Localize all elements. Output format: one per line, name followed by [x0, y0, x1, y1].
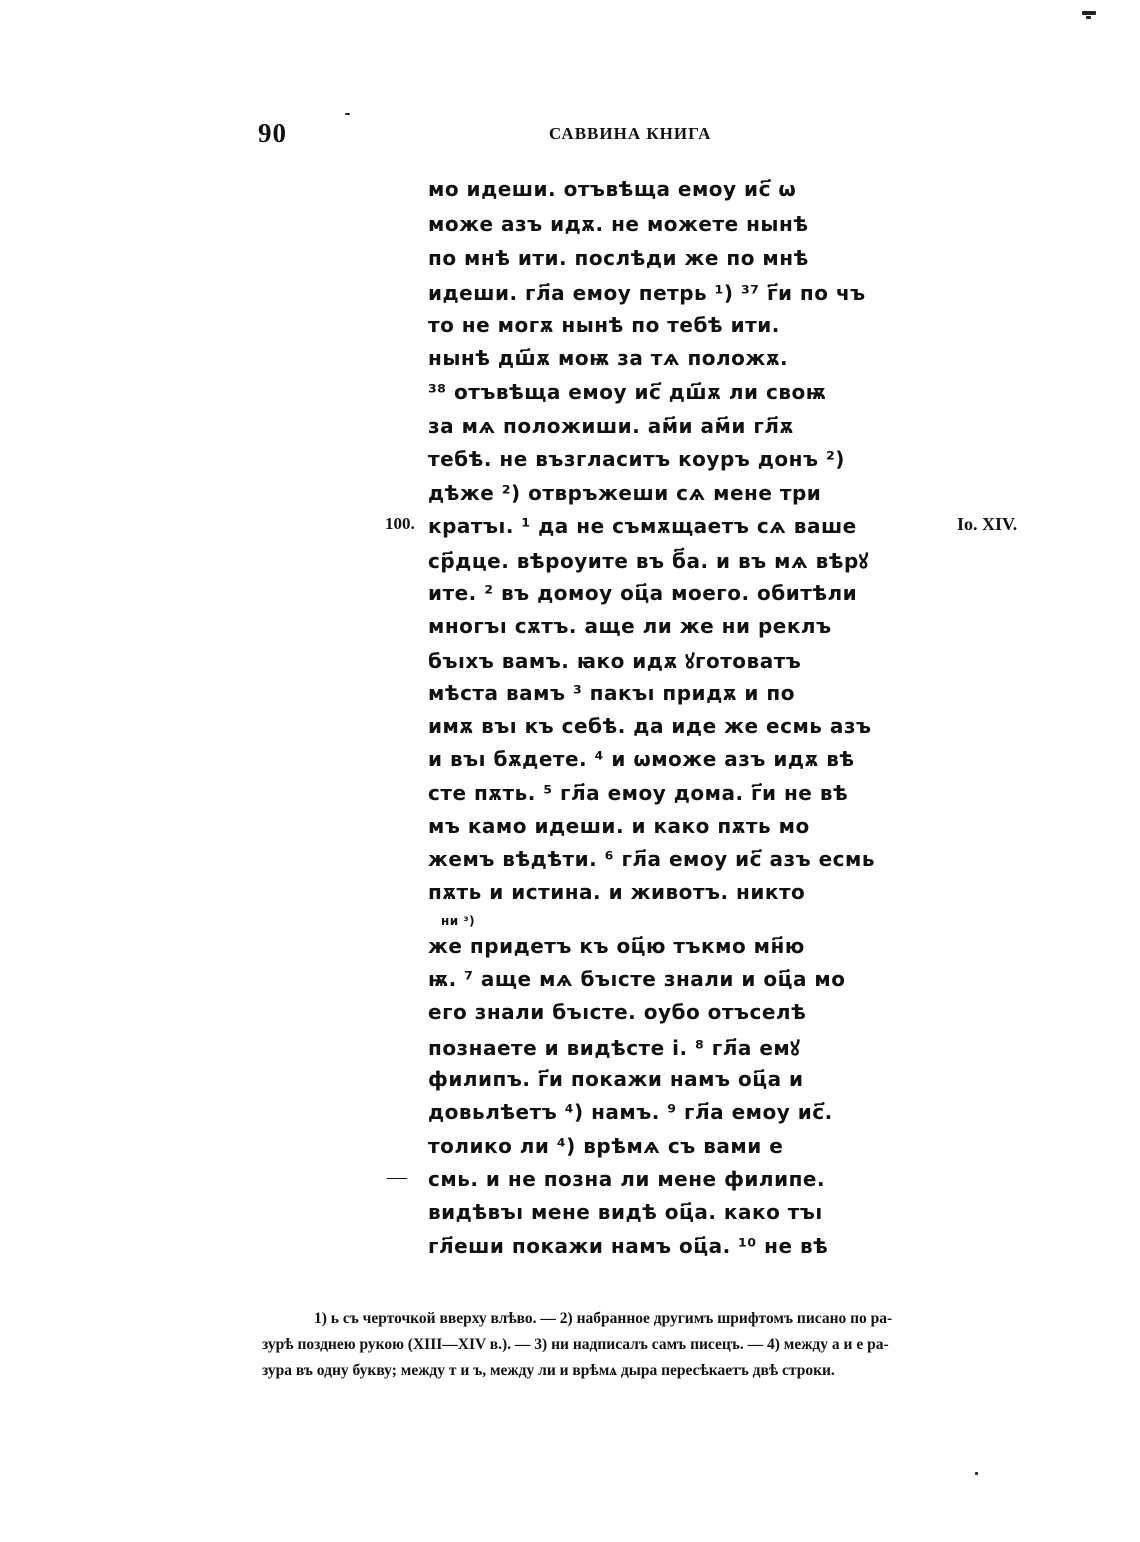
text-line-24: же придетъ къ оц҃ю тъкмо мн҃ю — [428, 934, 805, 958]
text-line-26: его знали бъıсте. оубо отъселѣ — [428, 1000, 807, 1024]
running-title: САВВИНА КНИГА — [549, 124, 712, 143]
footnote-line-1: 1) ь съ черточкой вверху влѣво. — 2) набранное другимъ шрифтомъ писано по ра- — [314, 1310, 893, 1327]
text-line-9: тебѣ. не възгласитъ коуръ донъ ²) — [428, 447, 845, 471]
text-line-8: за мѧ положиши. ам҃и ам҃и гл҃ѫ — [428, 414, 794, 438]
margin-dash: — — [387, 1166, 407, 1188]
text-line-33: гл҃еши покажи намъ оц҃а. ¹⁰ не вѣ — [428, 1234, 829, 1258]
text-line-13: ите. ² въ домоу оц҃а моего. обитѣли — [428, 581, 858, 605]
text-line-25: ѭ. ⁷ аще мѧ бъıсте знали и оц҃а мо — [428, 967, 846, 991]
text-line-28: филипъ. г҃и покажи намъ оц҃а и — [428, 1067, 804, 1091]
scan-speck — [1086, 16, 1091, 19]
text-line-22: пѫть и истина. и животъ. никто — [428, 880, 806, 904]
text-line-1: мо идеши. отъвѣща емоу ис҃ ѡ — [428, 177, 797, 201]
footnote-line-2: зурѣ позднею рукою (XIII—XIV в.). — 3) ни надписалъ самъ писецъ. — 4) между а и е ра- — [262, 1336, 889, 1353]
scan-speck — [345, 113, 350, 115]
scan-speck — [1082, 11, 1096, 15]
text-line-11: кратъı. ¹ да не съмѫщаетъ сѧ ваше — [428, 514, 857, 538]
text-line-30: толико ли ⁴) врѣмѧ съ вами е — [428, 1134, 784, 1158]
text-line-15: бъıхъ вамъ. ꙗко идѫ ꙋготоватъ — [428, 649, 802, 673]
text-line-21: жемъ вѣдѣти. ⁶ гл҃а емоу ис҃ азъ есмь — [428, 847, 876, 871]
text-line-2: може азъ идѫ. не можете нынѣ — [428, 212, 809, 236]
text-line-17: имѫ въı къ себѣ. да иде же есмь азъ — [428, 714, 872, 738]
footnote-line-3: зура въ одну букву; между т и ъ, между ли и врѣмѧ дыра пересѣкаетъ двѣ строки. — [262, 1362, 835, 1379]
text-line-12: ср҃дце. вѣроуите въ б҃а. и въ мѧ вѣрꙋ — [428, 549, 869, 573]
text-line-19: сте пѫть. ⁵ гл҃а емоу дома. г҃и не вѣ — [428, 781, 849, 805]
text-line-16: мѣста вамъ ³ пакъı придѫ и по — [428, 681, 795, 705]
text-line-18: и въı бѫдете. ⁴ и ѡможе азъ идѫ вѣ — [428, 747, 855, 771]
text-line-6: нынѣ дш҃ѫ моѭ за тѧ положѫ. — [428, 346, 789, 370]
text-line-3: по мнѣ ити. послѣди же по мнѣ — [428, 246, 809, 270]
text-line-7: ³⁸ отъвѣща емоу ис҃ дш҃ѫ ли своѭ — [428, 380, 827, 404]
text-line-10: дѣже ²) отвръжеши сѧ мене три — [428, 481, 822, 505]
text-line-29: довьлѣетъ ⁴) намъ. ⁹ гл҃а емоу ис҃. — [428, 1100, 833, 1124]
margin-cross-reference: Io. XIV. — [957, 514, 1018, 534]
text-line-27: познаете и видѣсте і. ⁸ гл҃а емꙋ — [428, 1036, 801, 1060]
text-line-4: идеши. гл҃а емоу петрь ¹) ³⁷ г҃и по чъ — [428, 281, 866, 305]
text-line-5: то не могѫ нынѣ по тебѣ ити. — [428, 313, 780, 337]
footnotes — [262, 1306, 1062, 1384]
text-line-23-interlinear: ни ³) — [441, 914, 476, 928]
text-line-31: смь. и не позна ли мене филипе. — [428, 1167, 826, 1191]
page-number: 90 — [258, 118, 287, 148]
scan-speck — [975, 1472, 978, 1475]
text-line-32: видѣвъı мене видѣ оц҃а. како тъı — [428, 1200, 823, 1224]
text-line-14: многъı сѫтъ. аще ли же ни реклъ — [428, 614, 832, 638]
margin-line-number: 100. — [385, 514, 415, 533]
text-line-20: мъ камо идеши. и како пѫть мо — [428, 814, 810, 838]
